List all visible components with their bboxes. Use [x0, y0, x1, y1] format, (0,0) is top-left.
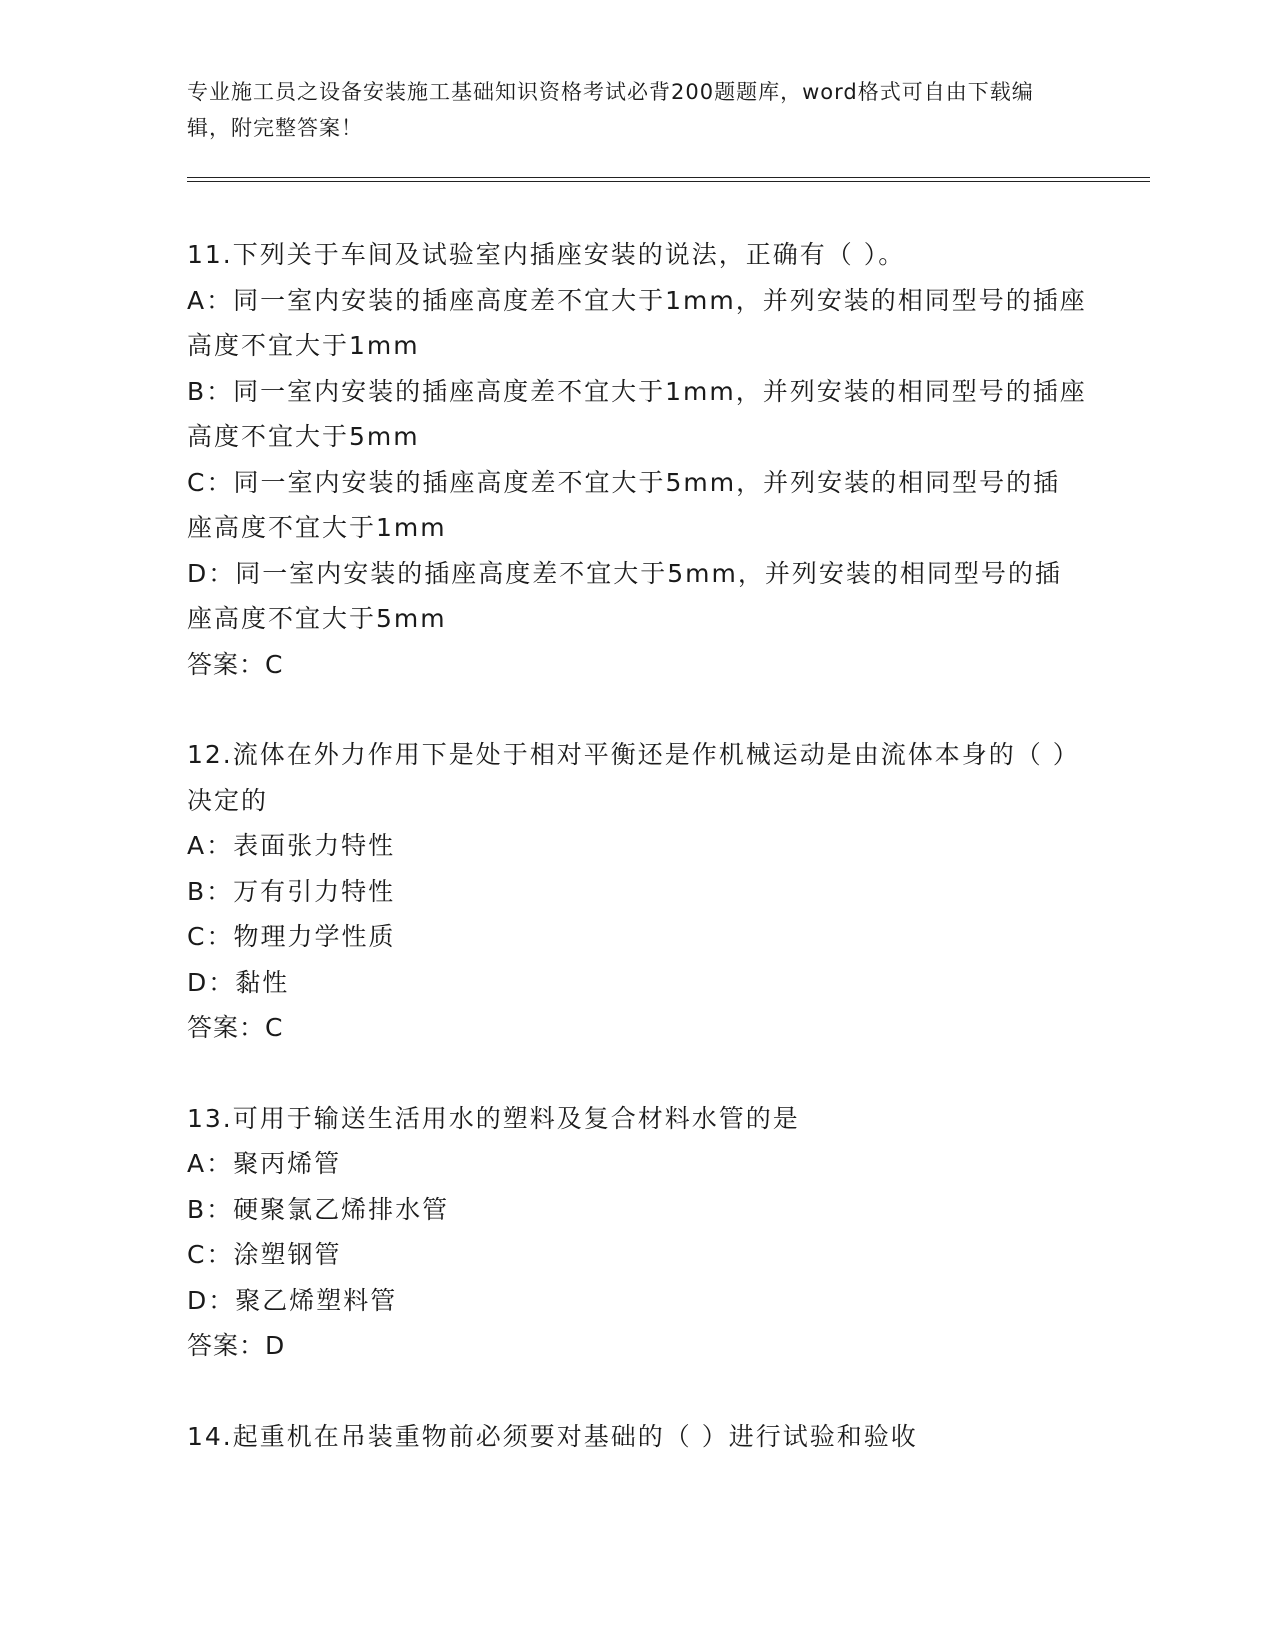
- answer: 答案：C: [187, 1013, 284, 1042]
- option-a: A：同一室内安装的插座高度差不宜大于1mm，并列安装的相同型号的插座高度不宜大于1mm: [187, 285, 1087, 360]
- option-b: B：万有引力特性: [187, 876, 396, 906]
- option-a: A：聚丙烯管: [187, 1149, 342, 1178]
- option-c: C：物理力学性质: [187, 922, 396, 951]
- option-b: B：硬聚氯乙烯排水管: [187, 1194, 450, 1224]
- option-d: D：黏性: [187, 967, 290, 997]
- question-stem: 13.可用于输送生活用水的塑料及复合材料水管的是: [187, 1103, 800, 1133]
- option-a: A：表面张力特性: [187, 831, 396, 860]
- question-stem: 11.下列关于车间及试验室内插座安装的说法，正确有（ ）。: [187, 240, 906, 269]
- header-divider-top: [187, 177, 1150, 178]
- document-title: 专业施工员之设备安装施工基础知识资格考试必背200题题库，word格式可自由下载编辑，附完整答案！: [187, 80, 1034, 140]
- option-d: D：同一室内安装的插座高度差不宜大于5mm，并列安装的相同型号的插座高度不宜大于5mm: [187, 558, 1062, 633]
- question-stem: 12.流体在外力作用下是处于相对平衡还是作机械运动是由流体本身的（ ）决定的: [187, 740, 1080, 815]
- answer: 答案：D: [187, 1331, 286, 1360]
- document-header: [187, 74, 1067, 146]
- question-13: [187, 1096, 1087, 1369]
- question-14: [187, 1414, 1087, 1460]
- answer: 答案：C: [187, 649, 284, 679]
- question-12: [187, 732, 1087, 1051]
- option-c: C：同一室内安装的插座高度差不宜大于5mm，并列安装的相同型号的插座高度不宜大于1mm: [187, 467, 1061, 542]
- option-b: B：同一室内安装的插座高度差不宜大于1mm，并列安装的相同型号的插座高度不宜大于5mm: [187, 376, 1087, 451]
- question-stem: 14.起重机在吊装重物前必须要对基础的（ ）进行试验和验收: [187, 1421, 918, 1451]
- header-divider-bottom: [187, 181, 1150, 182]
- question-list: [187, 232, 1087, 1504]
- question-11: [187, 232, 1087, 687]
- option-d: D：聚乙烯塑料管: [187, 1285, 398, 1315]
- option-c: C：涂塑钢管: [187, 1240, 342, 1269]
